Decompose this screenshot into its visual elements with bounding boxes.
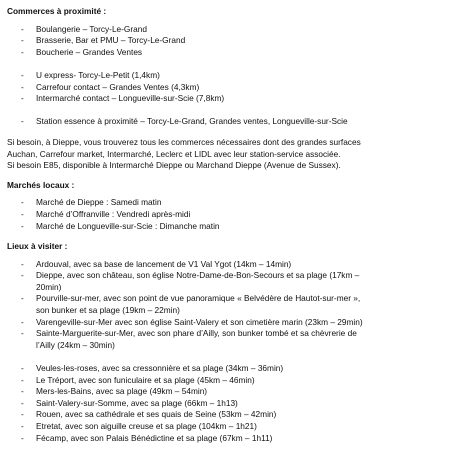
list-item-text: Station essence à proximité – Torcy-Le-Grand, Grandes ventes, Longueville-sur-Scie [36,116,348,127]
bullet: - [21,374,24,385]
lieux-list-2 [7,363,442,444]
list-item-text: Boucherie – Grandes Ventes [36,46,143,57]
bullet: - [21,69,24,80]
list-item [7,421,442,433]
heading-lieux: Lieux à visiter : [7,241,68,252]
list-item [7,270,442,293]
bullet: - [21,23,24,34]
paragraph-line: Si besoin E85, disponible à Intermarché Dieppe ou Marchand Dieppe (Avenue de Sussex). [7,160,341,171]
list-item-text: Ardouval, avec sa base de lancement de V1 Val Ygot (14km – 14min) [36,258,292,269]
list-item [7,221,442,233]
list-item [7,409,442,421]
list-item [7,47,442,59]
list-item [7,375,442,387]
paragraph-line: Si besoin, à Dieppe, vous trouverez tous les commerces nécessaires dont des grandes surfaces [7,136,361,147]
bullet: - [21,81,24,92]
list-item [7,82,442,94]
list-item-text: Saint-Valery-sur-Somme, avec sa plage (66km – 1h13) [36,397,238,408]
list-item-text: Dieppe, avec son château, son église Notre-Dame-de-Bon-Secours et sa plage (17km – [36,270,360,281]
marches-list [7,197,442,232]
bullet: - [21,293,24,304]
bullet: - [21,270,24,281]
bullet: - [21,409,24,420]
list-item-text: Marché d’Offranville : Vendredi après-midi [36,208,191,219]
bullet: - [21,35,24,46]
bullet: - [21,397,24,408]
list-item [7,398,442,410]
bullet: - [21,93,24,104]
list-item-text: Carrefour contact – Grandes Ventes (4,3km) [36,81,200,92]
commerces-list-3 [7,116,442,128]
list-item-text: Intermarché contact – Longueville-sur-Scie (7,8km) [36,93,225,104]
list-item-text: Sainte-Marguerite-sur-Mer, avec son phare d’Ailly, son bunker tombé et sa chèvrerie de [36,328,357,339]
list-item-text: U express- Torcy-Le-Petit (1,4km) [36,69,160,80]
list-item-text-continuation: son bunker et sa plage (19km – 22min) [36,305,180,316]
bullet: - [21,363,24,374]
bullet: - [21,208,24,219]
commerces-paragraph [7,137,442,172]
list-item-text: Brasserie, Bar et PMU – Torcy-Le-Grand [36,35,186,46]
commerces-list-1 [7,24,442,59]
list-item [7,433,442,445]
list-item-text: Mers-les-Bains, avec sa plage (49km – 54min) [36,386,208,397]
list-item [7,35,442,47]
list-item-text: Pourville-sur-mer, avec son point de vue panoramique « Belvédère de Hautot-sur-mer », [36,293,361,304]
list-item [7,317,442,329]
list-item [7,363,442,375]
list-item-text: Varengeville-sur-Mer avec son église Saint-Valery et son cimetière marin (23km – 29min) [36,316,363,327]
list-item [7,24,442,36]
list-item [7,259,442,271]
paragraph-line: Auchan, Carrefour market, Intermarché, Leclerc et LIDL avec leur station-service associée. [7,148,341,159]
list-item-text: Boulangerie – Torcy-Le-Grand [36,23,147,34]
list-item [7,116,442,128]
list-item [7,93,442,105]
bullet: - [21,46,24,57]
lieux-list-1 [7,259,442,352]
commerces-list-2 [7,70,442,105]
list-item [7,197,442,209]
bullet: - [21,197,24,208]
list-item-text: Etretat, avec son aiguille creuse et sa plage (104km – 1h21) [36,421,257,431]
bullet: - [21,386,24,397]
bullet: - [21,220,24,231]
bullet: - [21,328,24,339]
bullet: - [21,116,24,127]
list-item-text: Veules-les-roses, avec sa cressonnière et sa plage (34km – 36min) [36,363,284,374]
bullet: - [21,432,24,443]
bullet: - [21,258,24,269]
list-item [7,293,442,316]
heading-commerces: Commerces à proximité : [7,6,107,16]
heading-marches: Marchés locaux : [7,179,75,190]
bullet: - [21,316,24,327]
list-item [7,328,442,351]
list-item [7,70,442,82]
list-item-text: Fécamp, avec son Palais Bénédictine et sa plage (67km – 1h11) [36,432,273,443]
bullet: - [21,421,24,431]
list-item-text-continuation: l’Ailly (24km – 30min) [36,339,115,350]
list-item [7,209,442,221]
list-item [7,386,442,398]
list-item-text: Marché de Longueville-sur-Scie : Dimanche matin [36,220,220,231]
list-item-text: Le Tréport, avec son funiculaire et sa plage (45km – 46min) [36,374,255,385]
list-item-text: Rouen, avec sa cathédrale et ses quais de Seine (53km – 42min) [36,409,277,420]
list-item-text-continuation: 20min) [36,281,62,292]
list-item-text: Marché de Dieppe : Samedi matin [36,197,162,208]
